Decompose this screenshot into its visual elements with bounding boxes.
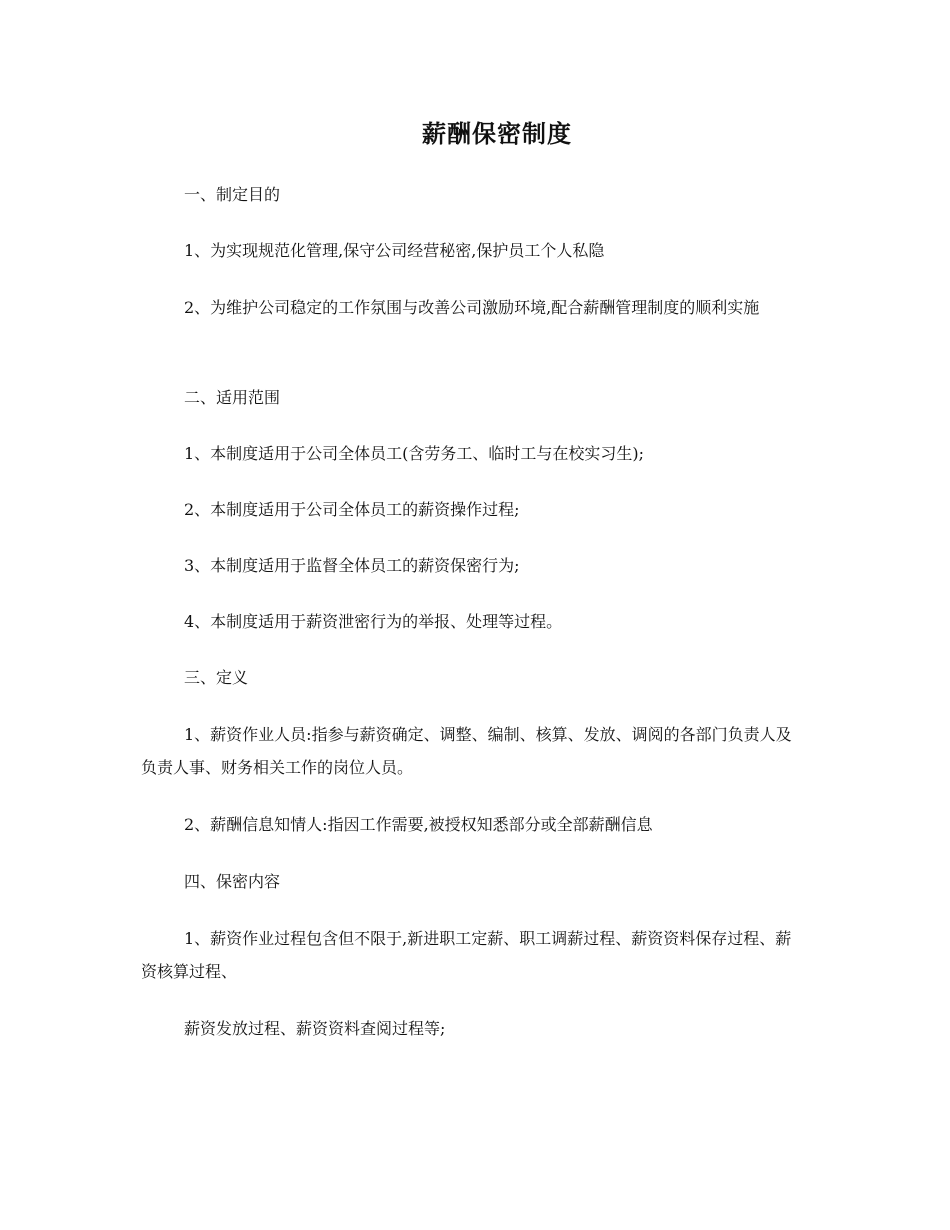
paragraph: 1、薪资作业人员:指参与薪资确定、调整、编制、核算、发放、调阅的各部门负责人及负责人事、财务相关工作的岗位人员。 bbox=[141, 725, 792, 777]
section-heading-purpose: 一、制定目的 bbox=[184, 185, 281, 204]
section-heading-definition: 三、定义 bbox=[184, 668, 249, 687]
paragraph: 2、为维护公司稳定的工作氛围与改善公司激励环境,配合薪酬管理制度的顺利实施 bbox=[184, 298, 760, 317]
paragraph: 1、本制度适用于公司全体员工(含劳务工、临时工与在校实习生); bbox=[184, 444, 645, 463]
paragraph: 薪资发放过程、薪资资料查阅过程等; bbox=[184, 1019, 446, 1038]
paragraph: 2、薪酬信息知情人:指因工作需要,被授权知悉部分或全部薪酬信息 bbox=[184, 815, 653, 834]
paragraph: 3、本制度适用于监督全体员工的薪资保密行为; bbox=[184, 556, 520, 575]
paragraph: 1、薪资作业过程包含但不限于,新进职工定薪、职工调薪过程、薪资资料保存过程、薪资核算过程、 bbox=[141, 929, 792, 981]
paragraph: 1、为实现规范化管理,保守公司经营秘密,保护员工个人私隐 bbox=[184, 241, 605, 260]
paragraph: 2、本制度适用于公司全体员工的薪资操作过程; bbox=[184, 500, 520, 519]
paragraph: 4、本制度适用于薪资泄密行为的举报、处理等过程。 bbox=[184, 612, 563, 631]
section-heading-content: 四、保密内容 bbox=[184, 872, 281, 891]
section-heading-scope: 二、适用范围 bbox=[184, 388, 281, 407]
document-title: 薪酬保密制度 bbox=[422, 120, 572, 148]
